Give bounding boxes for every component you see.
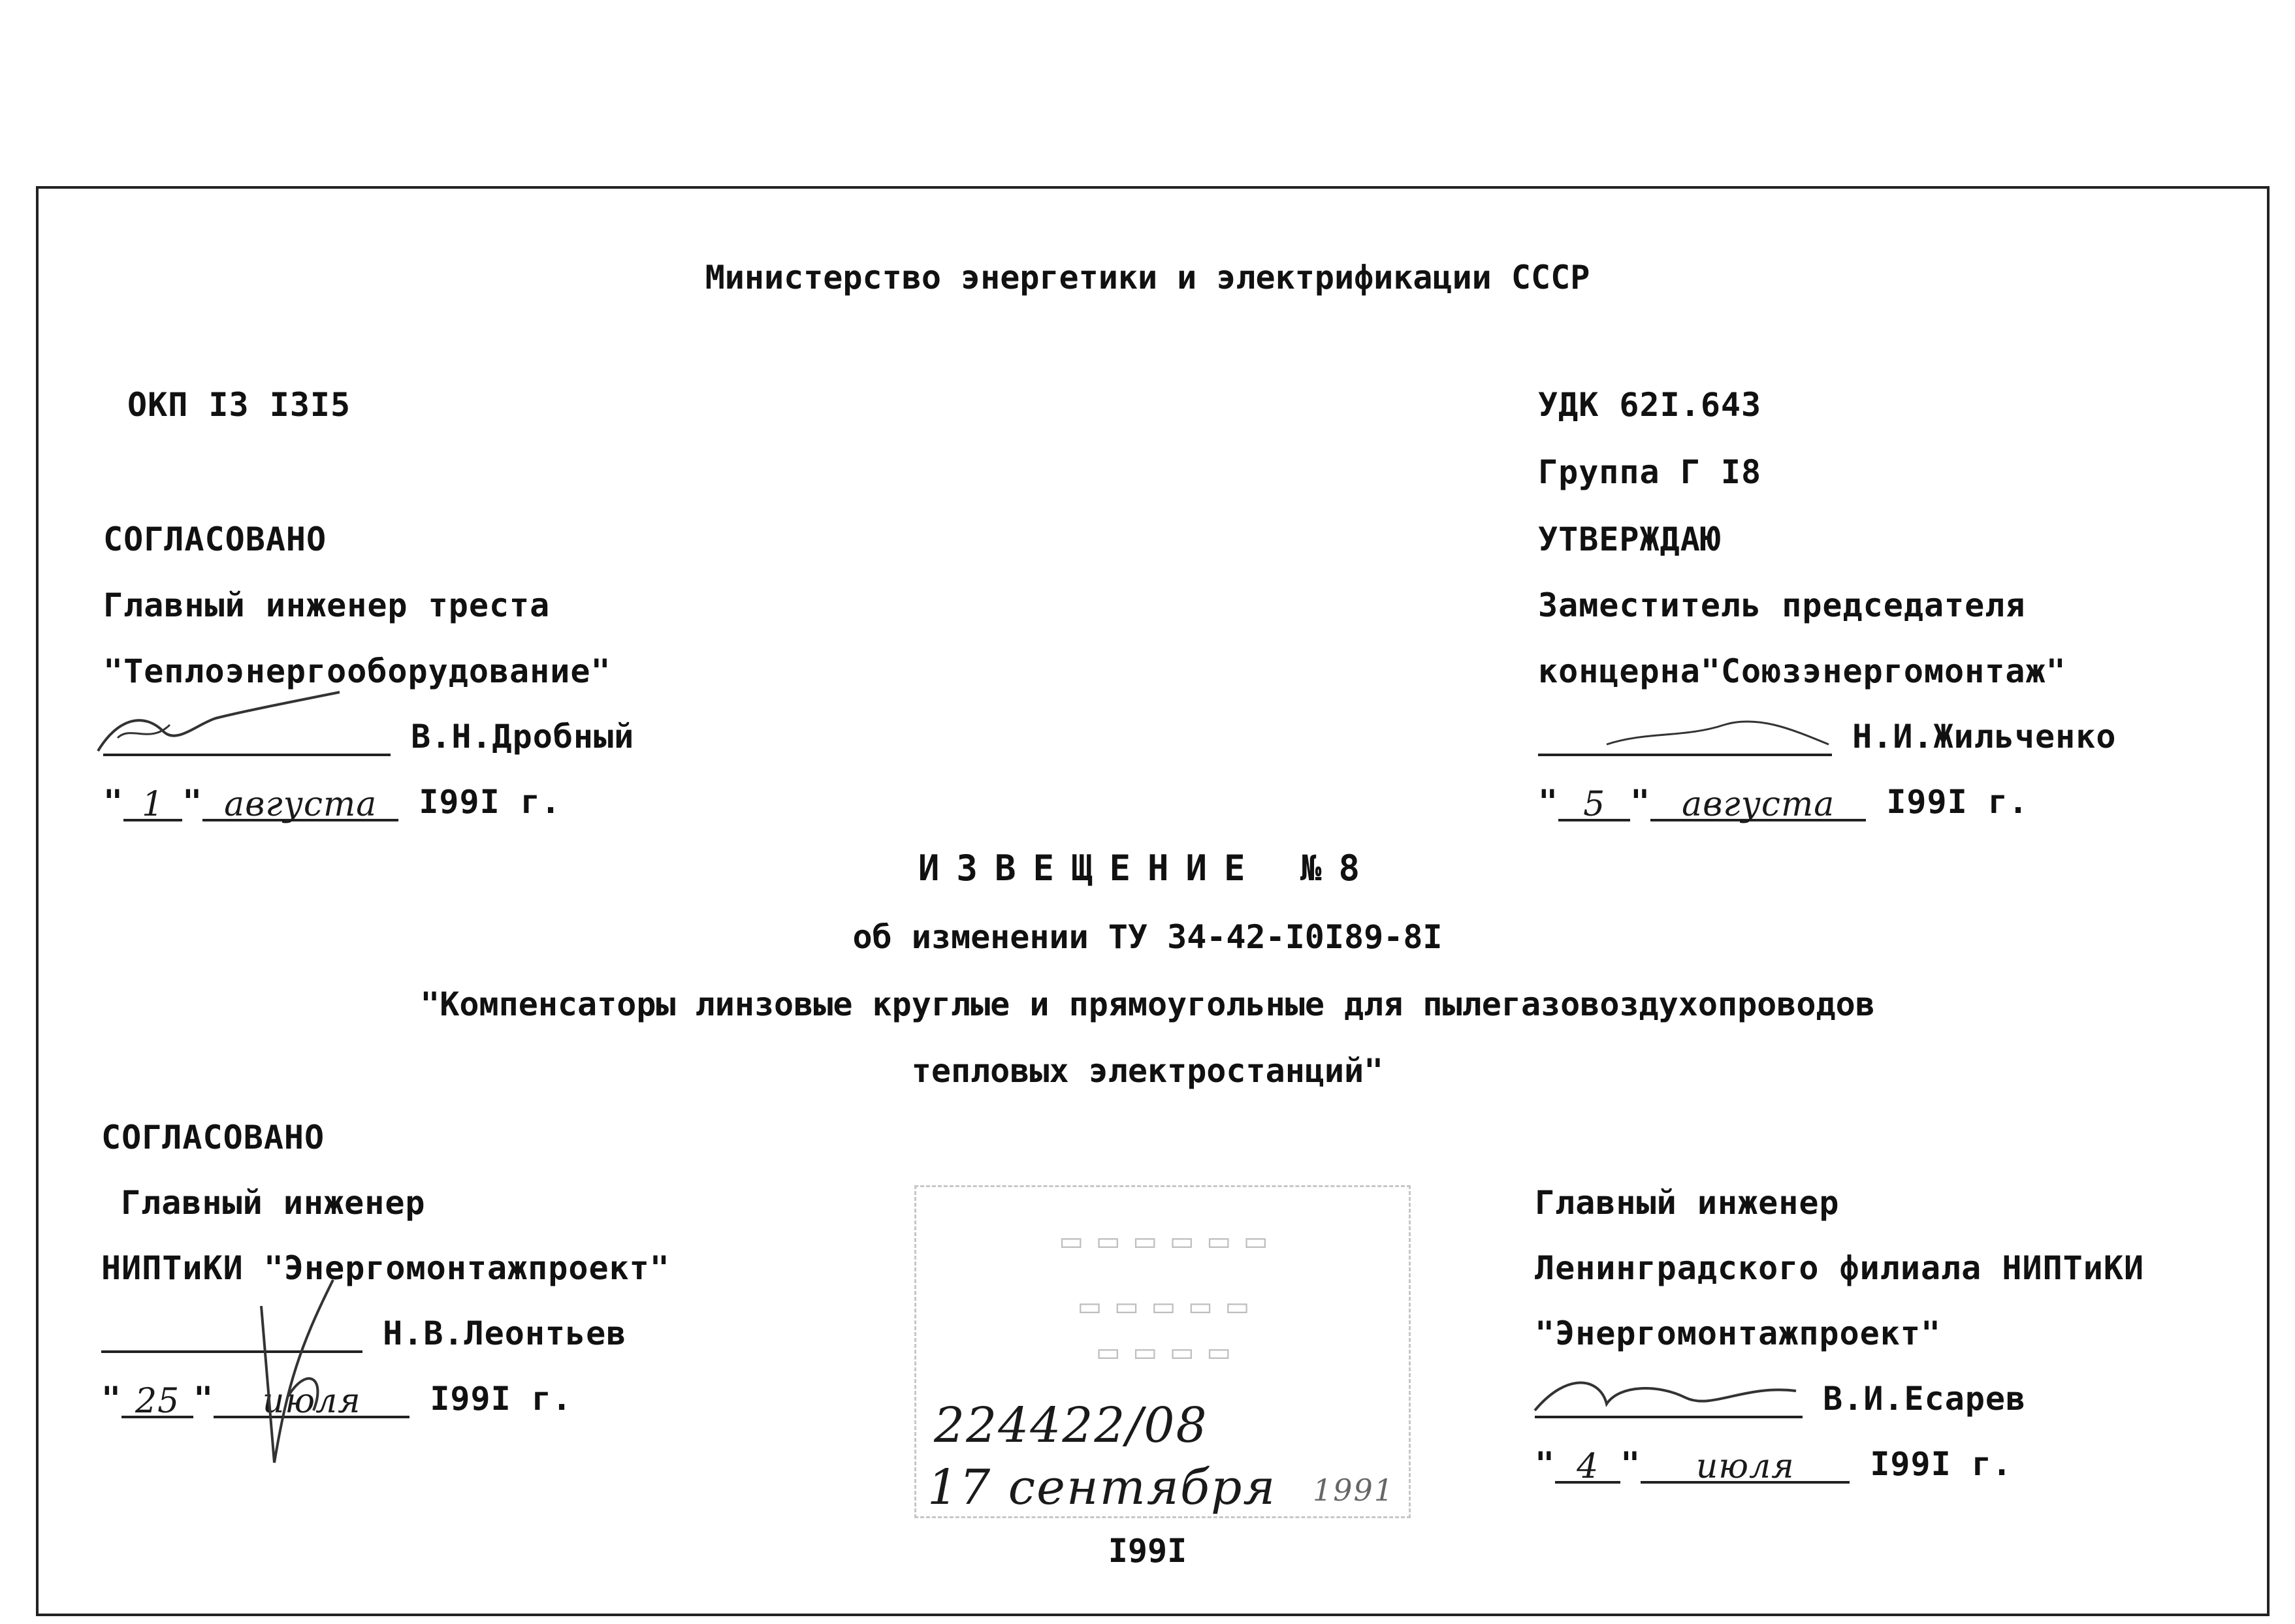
registration-year: 1991 [1313,1473,1395,1508]
right-signature-scribble [1594,705,1842,757]
bottom-right-signature-scribble [1528,1358,1803,1430]
bottom-left-heading: СОГЛАСОВАНО [101,1119,325,1156]
registration-number: 224422/08 [934,1397,1208,1454]
notice-title: ИЗВЕЩЕНИЕ №8 [918,848,1377,889]
bottom-right-org: Ленинградского филиала НИПТиКИ [1535,1249,2145,1287]
bottom-right-day: 4 [1555,1447,1620,1484]
bottom-right-month: июля [1641,1447,1850,1484]
left-day: 1 [123,785,182,821]
right-day: 5 [1558,785,1630,821]
right-month: августа [1650,785,1866,821]
right-org: концерна"Союзэнергомонтаж" [1538,652,2066,690]
bottom-left-org: НИПТиКИ "Энергомонтажпроект" [101,1249,670,1287]
bottom-left-month: июля [214,1382,409,1418]
left-year: I99I г. [419,783,562,821]
bottom-right-date: " 4 " июля I99I г. [1535,1445,2013,1486]
left-org: "Теплоэнергооборудование" [103,652,611,690]
left-name: В.Н.Дробный [411,718,635,756]
bottom-left-name: Н.В.Леонтьев [383,1314,627,1352]
right-name: Н.И.Жильченко [1852,718,2117,756]
bottom-left-day: 25 [121,1382,193,1418]
bottom-right-position: Главный инженер [1535,1184,1840,1222]
bottom-left-date: " 25 " июля I99I г. [101,1380,573,1421]
left-month: августа [202,785,398,821]
notice-product-line2: тепловых электростанций" [911,1052,1384,1090]
left-date: " 1 " августа I99I г. [103,783,562,824]
okp-code: ОКП I3 I3I5 [127,386,351,424]
bottom-right-org2: "Энергомонтажпроект" [1535,1314,1942,1352]
group-code: Группа Г I8 [1538,453,1762,491]
bottom-right-name: В.И.Есарев [1823,1380,2027,1418]
ministry-heading: Министерство энергетики и электрификации СССР [705,259,1590,296]
notice-subtitle: об изменении ТУ 34-42-I0I89-8I [852,918,1443,956]
left-signature-scribble [78,679,353,764]
left-heading: СОГЛАСОВАНО [103,520,327,558]
notice-product-line1: "Компенсаторы линзовые круглые и прямоугольные для пылегазовоздухопроводов [420,985,1875,1023]
footer-year: I99I [1108,1532,1187,1570]
bottom-left-signature-line [101,1314,626,1353]
registration-date: 17 сентября [927,1459,1277,1516]
right-year: I99I г. [1886,783,2029,821]
udk-code: УДК 62I.643 [1538,386,1762,424]
bottom-left-position: Главный инженер [121,1184,426,1222]
left-position: Главный инженер треста [103,586,551,624]
bottom-right-year: I99I г. [1870,1445,2013,1483]
right-position: Заместитель председателя [1538,586,2026,624]
bottom-left-signature-scribble [248,1267,353,1476]
registration-stamp: ▭ ▭ ▭ ▭ ▭ ▭ ▭ ▭ ▭ ▭ ▭ ▭ ▭ ▭ ▭ [914,1185,1411,1518]
right-date: " 5 " августа I99I г. [1538,783,2029,824]
right-heading: УТВЕРЖДАЮ [1538,520,1721,558]
bottom-left-year: I99I г. [430,1380,573,1418]
